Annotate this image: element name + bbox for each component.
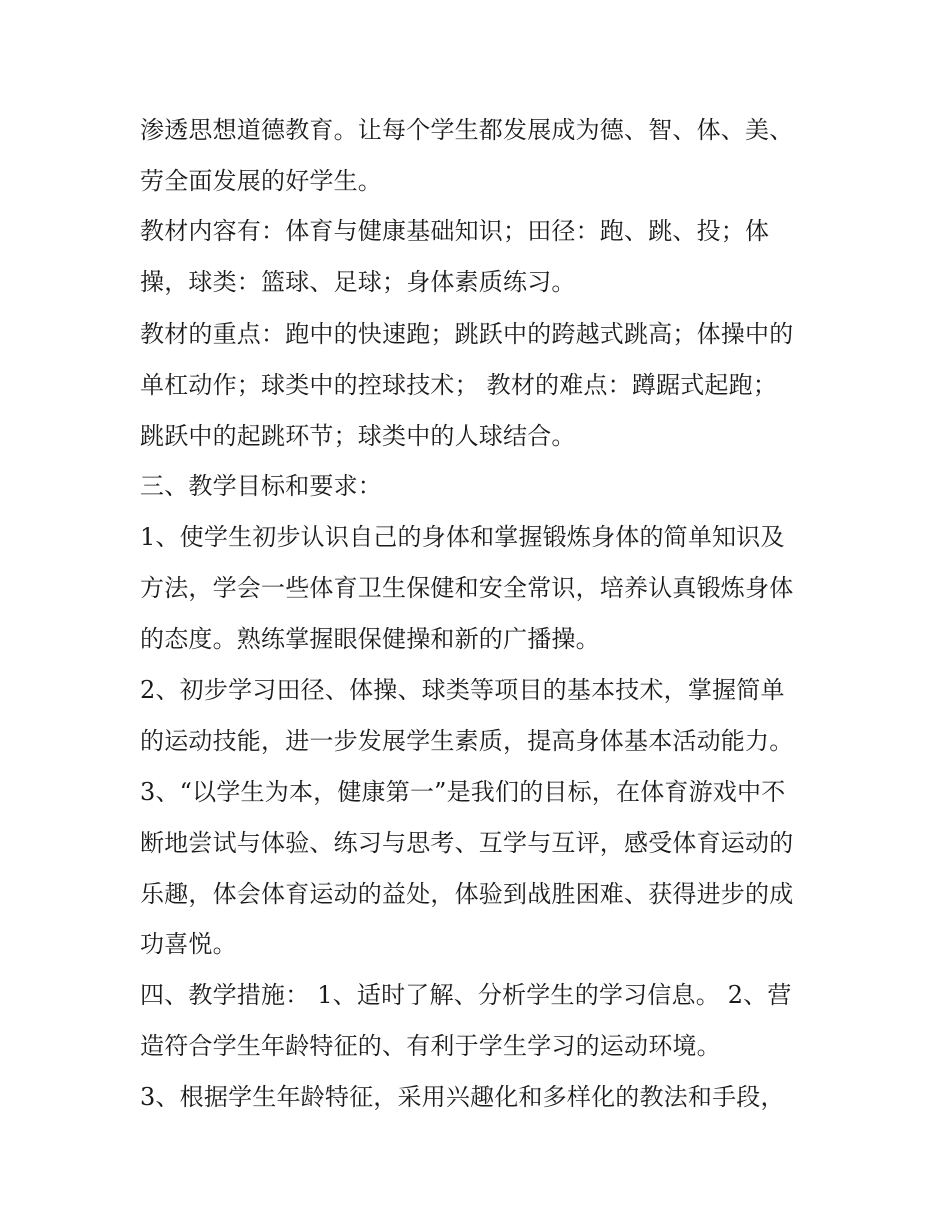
text-line: 操，球类：篮球、足球；身体素质练习。 [140,268,576,296]
text-line: 劳全面发展的好学生。 [140,167,382,195]
section-heading: 四、教学措施： 1、适时了解、分析学生的学习信息。 2、营 [140,981,792,1009]
text-line: 造符合学生年龄特征的、有利于学生学习的运动环境。 [140,1032,721,1060]
text-line: 渗透思想道德教育。让每个学生都发展成为德、智、体、美、 [140,116,794,144]
text-line: 单杠动作；球类中的控球技术； 教材的难点：蹲踞式起跑； [140,371,778,399]
text-line: 的运动技能，进一步发展学生素质，提高身体基本活动能力。 [140,727,794,755]
text-line: 1、使学生初步认识自己的身体和掌握锻炼身体的简单知识及 [140,523,785,551]
text-line: 教材的重点：跑中的快速跑；跳跃中的跨越式跳高；体操中的 [140,320,794,348]
text-line: 乐趣，体会体育运动的益处，体验到战胜困难、获得进步的成 [140,880,794,908]
text-line: 2、初步学习田径、体操、球类等项目的基本技术，掌握简单 [140,676,785,704]
text-line: 教材内容有：体育与健康基础知识；田径：跑、跳、投；体 [140,217,770,245]
text-line: 跳跃中的起跳环节；球类中的人球结合。 [140,422,576,450]
text-line: 的态度。熟练掌握眼保健操和新的广播操。 [140,625,600,653]
text-line: 功喜悦。 [140,930,237,958]
text-line: 方法，学会一些体育卫生保健和安全常识，培养认真锻炼身体 [140,574,794,602]
text-line: 3、根据学生年龄特征，采用兴趣化和多样化的教法和手段， [140,1083,785,1111]
text-line: 断地尝试与体验、练习与思考、互学与互评，感受体育运动的 [140,829,794,857]
section-heading: 三、教学目标和要求： [140,472,382,500]
text-line: 3、“以学生为本，健康第一”是我们的目标，在体育游戏中不 [140,778,786,806]
